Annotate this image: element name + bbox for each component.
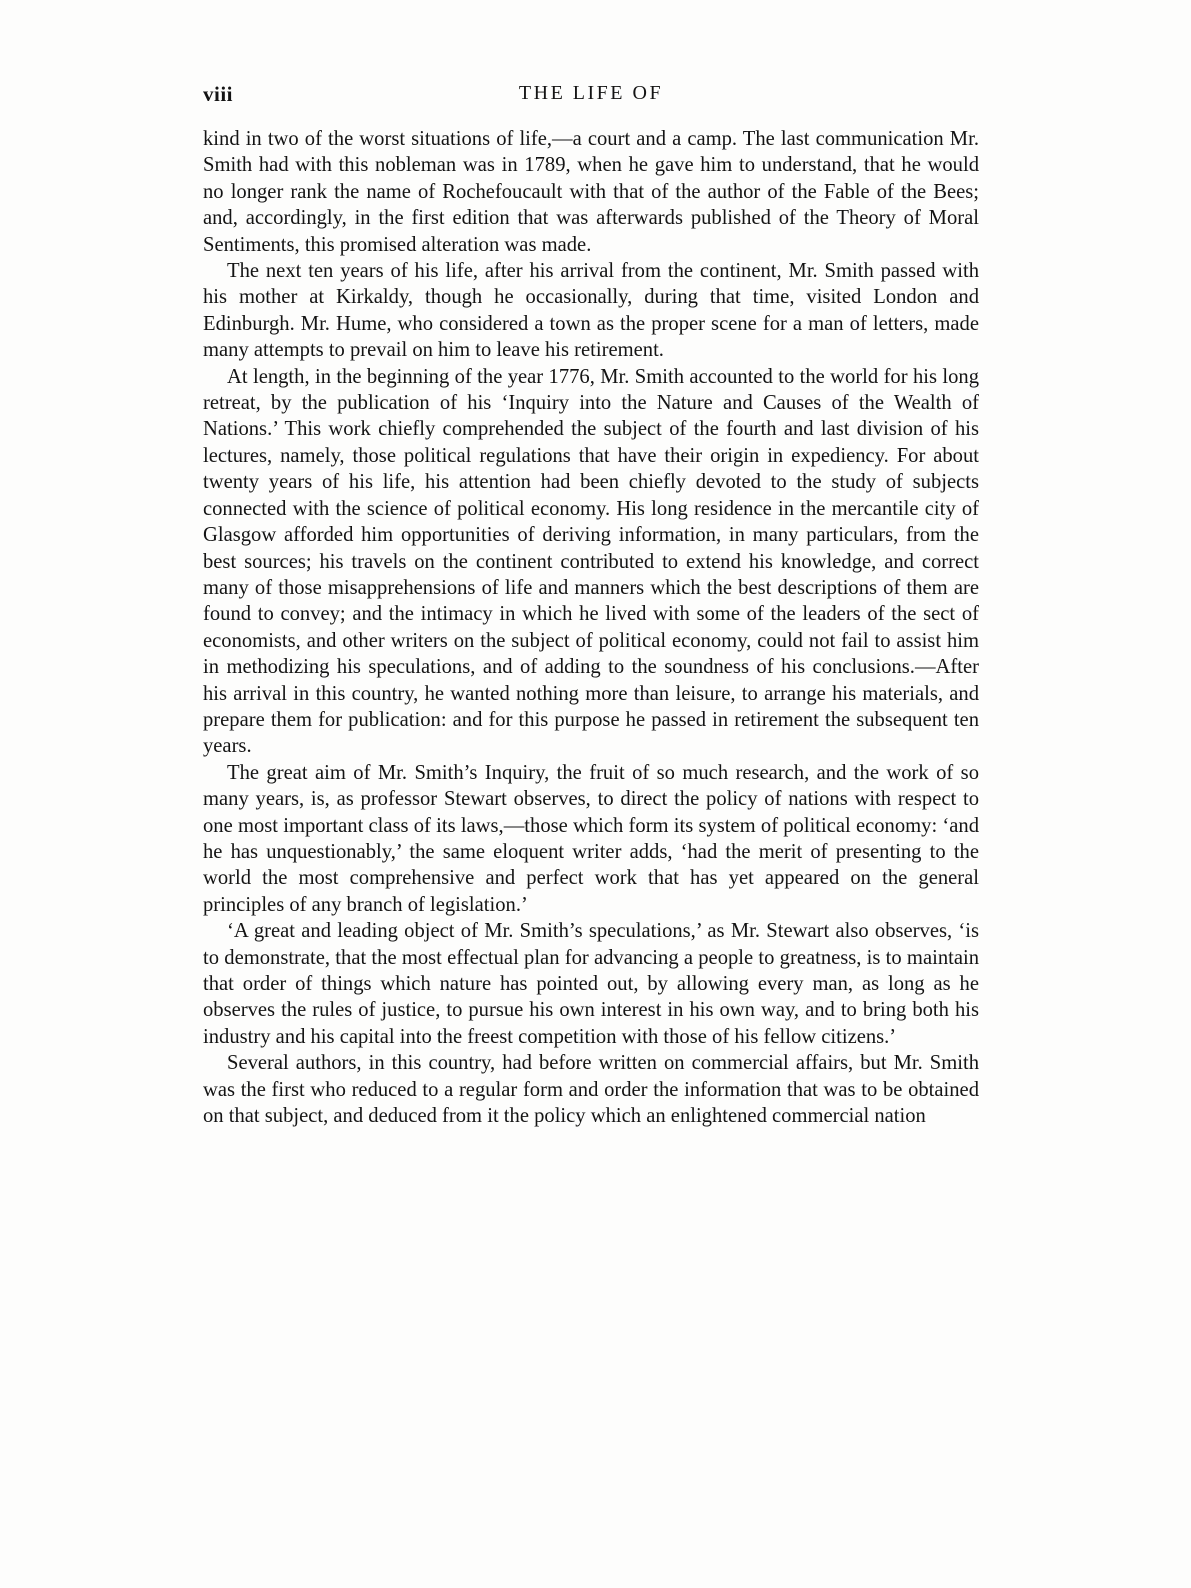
paragraph: The next ten years of his life, after his arrival from the continent, Mr. Smith passed with his mother at Kirkaldy, though he occasionally, during that time, visited London and Edinburgh. Mr. Hume, who considered a town as the proper scene for a man of letters, made many attempts to prevail on him to leave his retirement. [203, 260, 979, 362]
paragraph: Several authors, in this country, had before written on commercial affairs, but Mr. Smith was the first who reduced to a regular form and order the information that was to be obtained on that subject, and deduced from it the policy which an enlightened commercial nation [203, 1052, 979, 1128]
paragraph-continued: kind in two of the worst situations of life,—a court and a camp. The last communication Mr. Smith had with this nobleman was in 1789, when he gave him to understand, that he would no longer rank the name of Rochefoucault with that of the author of the Fable of the Bees; and, accordingly, in the first edition that was afterwards published of the Theory of Moral Sentiments, this promised alteration was made. [203, 128, 979, 256]
page-header [203, 82, 979, 112]
page-number: viii [203, 82, 234, 106]
paragraph: ‘A great and leading object of Mr. Smith’s speculations,’ as Mr. Stewart also observes, ‘is to demonstrate, that the most effectual plan for advancing a people to greatness, is to maintain that order of things which nature has pointed out, by allowing every man, as long as he observes the rules of justice, to pursue his own interest in his own way, and to bring both his industry and his capital into the freest competition with those of his fellow citizens.’ [203, 920, 979, 1048]
running-head: THE LIFE OF [518, 82, 664, 104]
body-text [203, 126, 979, 1129]
paragraph: At length, in the beginning of the year 1776, Mr. Smith accounted to the world for his long retreat, by the publication of his ‘Inquiry into the Nature and Causes of the Wealth of Nations.’ This work chiefly comprehended the subject of the fourth and last division of his lectures, namely, those political regulations that have their origin in expediency. For about twenty years of his life, his attention had been chiefly devoted to the study of subjects connected with the science of political economy. His long residence in the mercantile city of Glasgow afforded him opportunities of deriving information, in many particulars, from the best sources; his travels on the continent contributed to extend his knowledge, and correct many of those misapprehensions of life and manners which the best descriptions of them are found to convey; and the intimacy in which he lived with some of the leaders of the sect of economists, and other writers on the subject of political economy, could not fail to assist him in methodizing his speculations, and of adding to the soundness of his conclusions.—After his arrival in this country, he wanted nothing more than leisure, to arrange his materials, and prepare them for publication: and for this purpose he passed in retirement the subsequent ten years. [203, 365, 979, 758]
paragraph: The great aim of Mr. Smith’s Inquiry, the fruit of so much research, and the work of so many years, is, as professor Stewart observes, to direct the policy of nations with respect to one most important class of its laws,—those which form its system of political economy: ‘and he has unquestionably,’ the same eloquent writer adds, ‘had the merit of presenting to the world the most comprehensive and perfect work that has yet appeared on the general principles of any branch of legislation.’ [203, 761, 979, 916]
